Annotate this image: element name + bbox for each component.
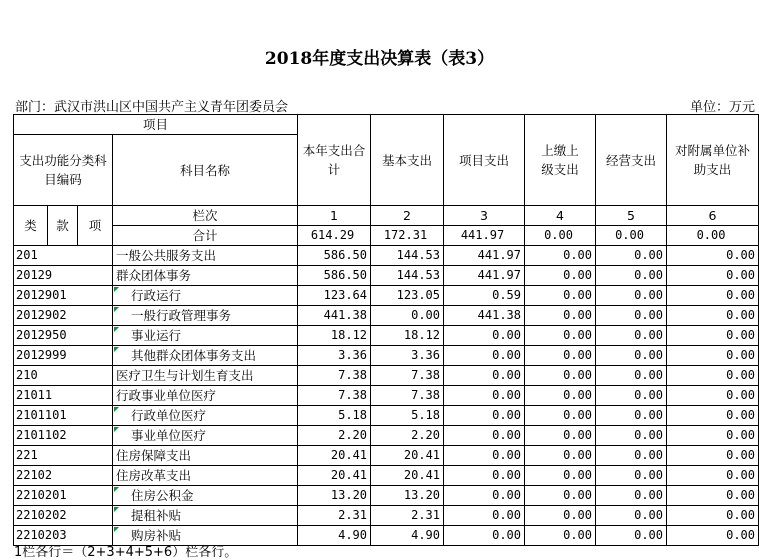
row-code: 2012999 <box>14 346 113 366</box>
row-value: 441.97 <box>444 246 525 266</box>
total-label: 合计 <box>113 226 298 246</box>
row-name-text: 住房改革支出 <box>116 468 192 483</box>
row-code: 2210202 <box>14 506 113 526</box>
header-kuan: 款 <box>48 206 78 246</box>
header-col-6: 对附属单位补助支出 <box>667 115 759 206</box>
row-name <box>113 346 298 366</box>
row-value: 441.97 <box>444 266 525 286</box>
row-value: 441.38 <box>298 306 371 326</box>
cell-marker-icon <box>114 507 119 512</box>
row-value: 0.00 <box>444 386 525 406</box>
row-value: 0.00 <box>444 506 525 526</box>
col-num-5: 5 <box>596 206 667 226</box>
row-value: 0.00 <box>667 466 759 486</box>
row-value: 7.38 <box>371 386 444 406</box>
cell-marker-icon <box>114 287 119 292</box>
row-name-text: 一般公共服务支出 <box>116 248 217 263</box>
row-name <box>113 326 298 346</box>
row-value: 7.38 <box>298 386 371 406</box>
row-value: 0.00 <box>667 486 759 506</box>
cell-marker-icon <box>114 407 119 412</box>
row-value: 18.12 <box>298 326 371 346</box>
total-row <box>14 226 759 246</box>
row-value: 0.00 <box>596 466 667 486</box>
row-value: 0.00 <box>525 266 596 286</box>
row-value: 0.00 <box>525 446 596 466</box>
row-code: 21011 <box>14 386 113 406</box>
row-value: 0.00 <box>667 386 759 406</box>
row-name <box>113 386 298 406</box>
row-code: 221 <box>14 446 113 466</box>
total-value: 172.31 <box>371 226 444 246</box>
row-value: 20.41 <box>371 466 444 486</box>
row-value: 0.00 <box>667 506 759 526</box>
row-value: 123.05 <box>371 286 444 306</box>
table-row <box>14 446 759 466</box>
row-code: 2210203 <box>14 526 113 546</box>
row-value: 0.00 <box>596 446 667 466</box>
row-name <box>113 486 298 506</box>
cell-marker-icon <box>114 527 119 532</box>
row-value: 4.90 <box>298 526 371 546</box>
row-name <box>113 406 298 426</box>
row-value: 3.36 <box>298 346 371 366</box>
header-col-2: 基本支出 <box>371 115 444 206</box>
header-lei: 类 <box>14 206 48 246</box>
row-value: 13.20 <box>371 486 444 506</box>
table-row <box>14 286 759 306</box>
row-name-text: 住房公积金 <box>131 488 194 503</box>
row-value: 0.00 <box>444 346 525 366</box>
row-code: 2012901 <box>14 286 113 306</box>
row-value: 7.38 <box>298 366 371 386</box>
total-value: 441.97 <box>444 226 525 246</box>
header-item-group: 项目 <box>14 115 298 135</box>
row-name-text: 事业运行 <box>131 328 182 343</box>
row-value: 0.00 <box>525 366 596 386</box>
cell-marker-icon <box>114 427 119 432</box>
row-name-text: 医疗卫生与计划生育支出 <box>116 368 254 383</box>
row-name <box>113 366 298 386</box>
col-num-4: 4 <box>525 206 596 226</box>
row-value: 0.00 <box>596 386 667 406</box>
table-row <box>14 366 759 386</box>
cell-marker-icon <box>114 487 119 492</box>
row-name <box>113 506 298 526</box>
row-value: 3.36 <box>371 346 444 366</box>
row-name-text: 住房保障支出 <box>116 448 192 463</box>
row-value: 5.18 <box>371 406 444 426</box>
total-value: 0.00 <box>525 226 596 246</box>
unit-label: 单位：万元 <box>689 100 755 115</box>
row-value: 0.00 <box>596 366 667 386</box>
row-value: 0.00 <box>444 406 525 426</box>
row-value: 0.00 <box>667 406 759 426</box>
row-code: 20129 <box>14 266 113 286</box>
table-row <box>14 306 759 326</box>
row-value: 2.31 <box>298 506 371 526</box>
row-value: 0.00 <box>444 326 525 346</box>
table-row <box>14 486 759 506</box>
row-value: 0.00 <box>525 426 596 446</box>
row-value: 0.00 <box>525 306 596 326</box>
table-row <box>14 426 759 446</box>
row-value: 0.00 <box>444 366 525 386</box>
header-col-3: 项目支出 <box>444 115 525 206</box>
table-row <box>14 326 759 346</box>
row-value: 0.00 <box>525 286 596 306</box>
row-value: 0.00 <box>667 526 759 546</box>
row-name <box>113 286 298 306</box>
row-value: 586.50 <box>298 246 371 266</box>
col-num-1: 1 <box>298 206 371 226</box>
row-value: 0.00 <box>525 486 596 506</box>
total-value: 0.00 <box>596 226 667 246</box>
row-value: 0.00 <box>525 406 596 426</box>
row-value: 18.12 <box>371 326 444 346</box>
row-value: 0.59 <box>444 286 525 306</box>
row-name-text: 行政运行 <box>131 288 182 303</box>
total-value: 614.29 <box>298 226 371 246</box>
row-value: 0.00 <box>596 266 667 286</box>
row-value: 144.53 <box>371 246 444 266</box>
row-value: 20.41 <box>298 466 371 486</box>
table-row <box>14 466 759 486</box>
row-name <box>113 426 298 446</box>
row-name-text: 行政事业单位医疗 <box>116 388 217 403</box>
header-col-1: 本年支出合计 <box>298 115 371 206</box>
row-code: 22102 <box>14 466 113 486</box>
row-value: 0.00 <box>525 326 596 346</box>
header-xiang: 项 <box>78 206 113 246</box>
row-value: 2.31 <box>371 506 444 526</box>
table-row <box>14 506 759 526</box>
header-col-4: 上缴上级支出 <box>525 115 596 206</box>
col-num-3: 3 <box>444 206 525 226</box>
row-value: 0.00 <box>444 466 525 486</box>
row-value: 20.41 <box>298 446 371 466</box>
row-code: 201 <box>14 246 113 266</box>
row-code: 2101101 <box>14 406 113 426</box>
row-value: 586.50 <box>298 266 371 286</box>
row-name-text: 购房补贴 <box>131 528 182 543</box>
expenditure-table <box>13 114 759 546</box>
row-name <box>113 446 298 466</box>
row-value: 0.00 <box>596 286 667 306</box>
row-value: 0.00 <box>444 526 525 546</box>
header-lanci: 栏次 <box>113 206 298 226</box>
row-value: 0.00 <box>444 446 525 466</box>
row-name-text: 一般行政管理事务 <box>131 308 232 323</box>
row-value: 0.00 <box>525 246 596 266</box>
row-value: 2.20 <box>298 426 371 446</box>
row-value: 0.00 <box>596 306 667 326</box>
row-code: 210 <box>14 366 113 386</box>
row-name <box>113 266 298 286</box>
row-name <box>113 246 298 266</box>
row-value: 4.90 <box>371 526 444 546</box>
table-row <box>14 386 759 406</box>
row-value: 0.00 <box>525 526 596 546</box>
row-value: 0.00 <box>667 426 759 446</box>
header-subject-name: 科目名称 <box>113 135 298 206</box>
row-value: 0.00 <box>525 346 596 366</box>
row-code: 2101102 <box>14 426 113 446</box>
row-value: 123.64 <box>298 286 371 306</box>
row-value: 20.41 <box>371 446 444 466</box>
total-value: 0.00 <box>667 226 759 246</box>
row-name <box>113 466 298 486</box>
row-value: 0.00 <box>596 486 667 506</box>
row-value: 0.00 <box>525 506 596 526</box>
row-value: 0.00 <box>667 366 759 386</box>
row-name <box>113 306 298 326</box>
row-value: 0.00 <box>667 266 759 286</box>
row-value: 13.20 <box>298 486 371 506</box>
row-value: 2.20 <box>371 426 444 446</box>
row-value: 0.00 <box>525 466 596 486</box>
row-value: 5.18 <box>298 406 371 426</box>
row-value: 0.00 <box>667 446 759 466</box>
row-value: 0.00 <box>596 506 667 526</box>
table-row <box>14 346 759 366</box>
row-value: 0.00 <box>667 286 759 306</box>
page-title: 2018年度支出决算表（表3） <box>264 49 495 69</box>
cell-marker-icon <box>114 327 119 332</box>
row-value: 0.00 <box>596 406 667 426</box>
cell-marker-icon <box>114 347 119 352</box>
row-name-text: 提租补贴 <box>131 508 182 523</box>
row-value: 0.00 <box>667 246 759 266</box>
row-name-text: 其他群众团体事务支出 <box>131 348 257 363</box>
row-value: 0.00 <box>444 426 525 446</box>
row-value: 0.00 <box>596 426 667 446</box>
row-code: 2012950 <box>14 326 113 346</box>
row-value: 0.00 <box>371 306 444 326</box>
row-code: 2012902 <box>14 306 113 326</box>
row-value: 0.00 <box>444 486 525 506</box>
cell-marker-icon <box>114 307 119 312</box>
row-value: 0.00 <box>667 326 759 346</box>
row-value: 0.00 <box>667 306 759 326</box>
footnote: 1栏各行＝（2+3+4+5+6）栏各行。 <box>14 545 238 560</box>
row-value: 441.38 <box>444 306 525 326</box>
header-col-5: 经营支出 <box>596 115 667 206</box>
row-value: 0.00 <box>596 246 667 266</box>
table-row <box>14 406 759 426</box>
row-name-text: 事业单位医疗 <box>131 428 207 443</box>
row-value: 0.00 <box>596 526 667 546</box>
row-name-text: 群众团体事务 <box>116 268 192 283</box>
row-value: 0.00 <box>525 386 596 406</box>
table-row <box>14 266 759 286</box>
row-name-text: 行政单位医疗 <box>131 408 207 423</box>
row-value: 0.00 <box>596 346 667 366</box>
row-value: 0.00 <box>667 346 759 366</box>
row-value: 144.53 <box>371 266 444 286</box>
header-func-code: 支出功能分类科目编码 <box>14 135 113 206</box>
row-value: 7.38 <box>371 366 444 386</box>
row-code: 2210201 <box>14 486 113 506</box>
col-num-6: 6 <box>667 206 759 226</box>
col-num-2: 2 <box>371 206 444 226</box>
row-value: 0.00 <box>596 326 667 346</box>
department-label: 部门：武汉市洪山区中国共产主义青年团委员会 <box>15 100 289 115</box>
table-row <box>14 246 759 266</box>
